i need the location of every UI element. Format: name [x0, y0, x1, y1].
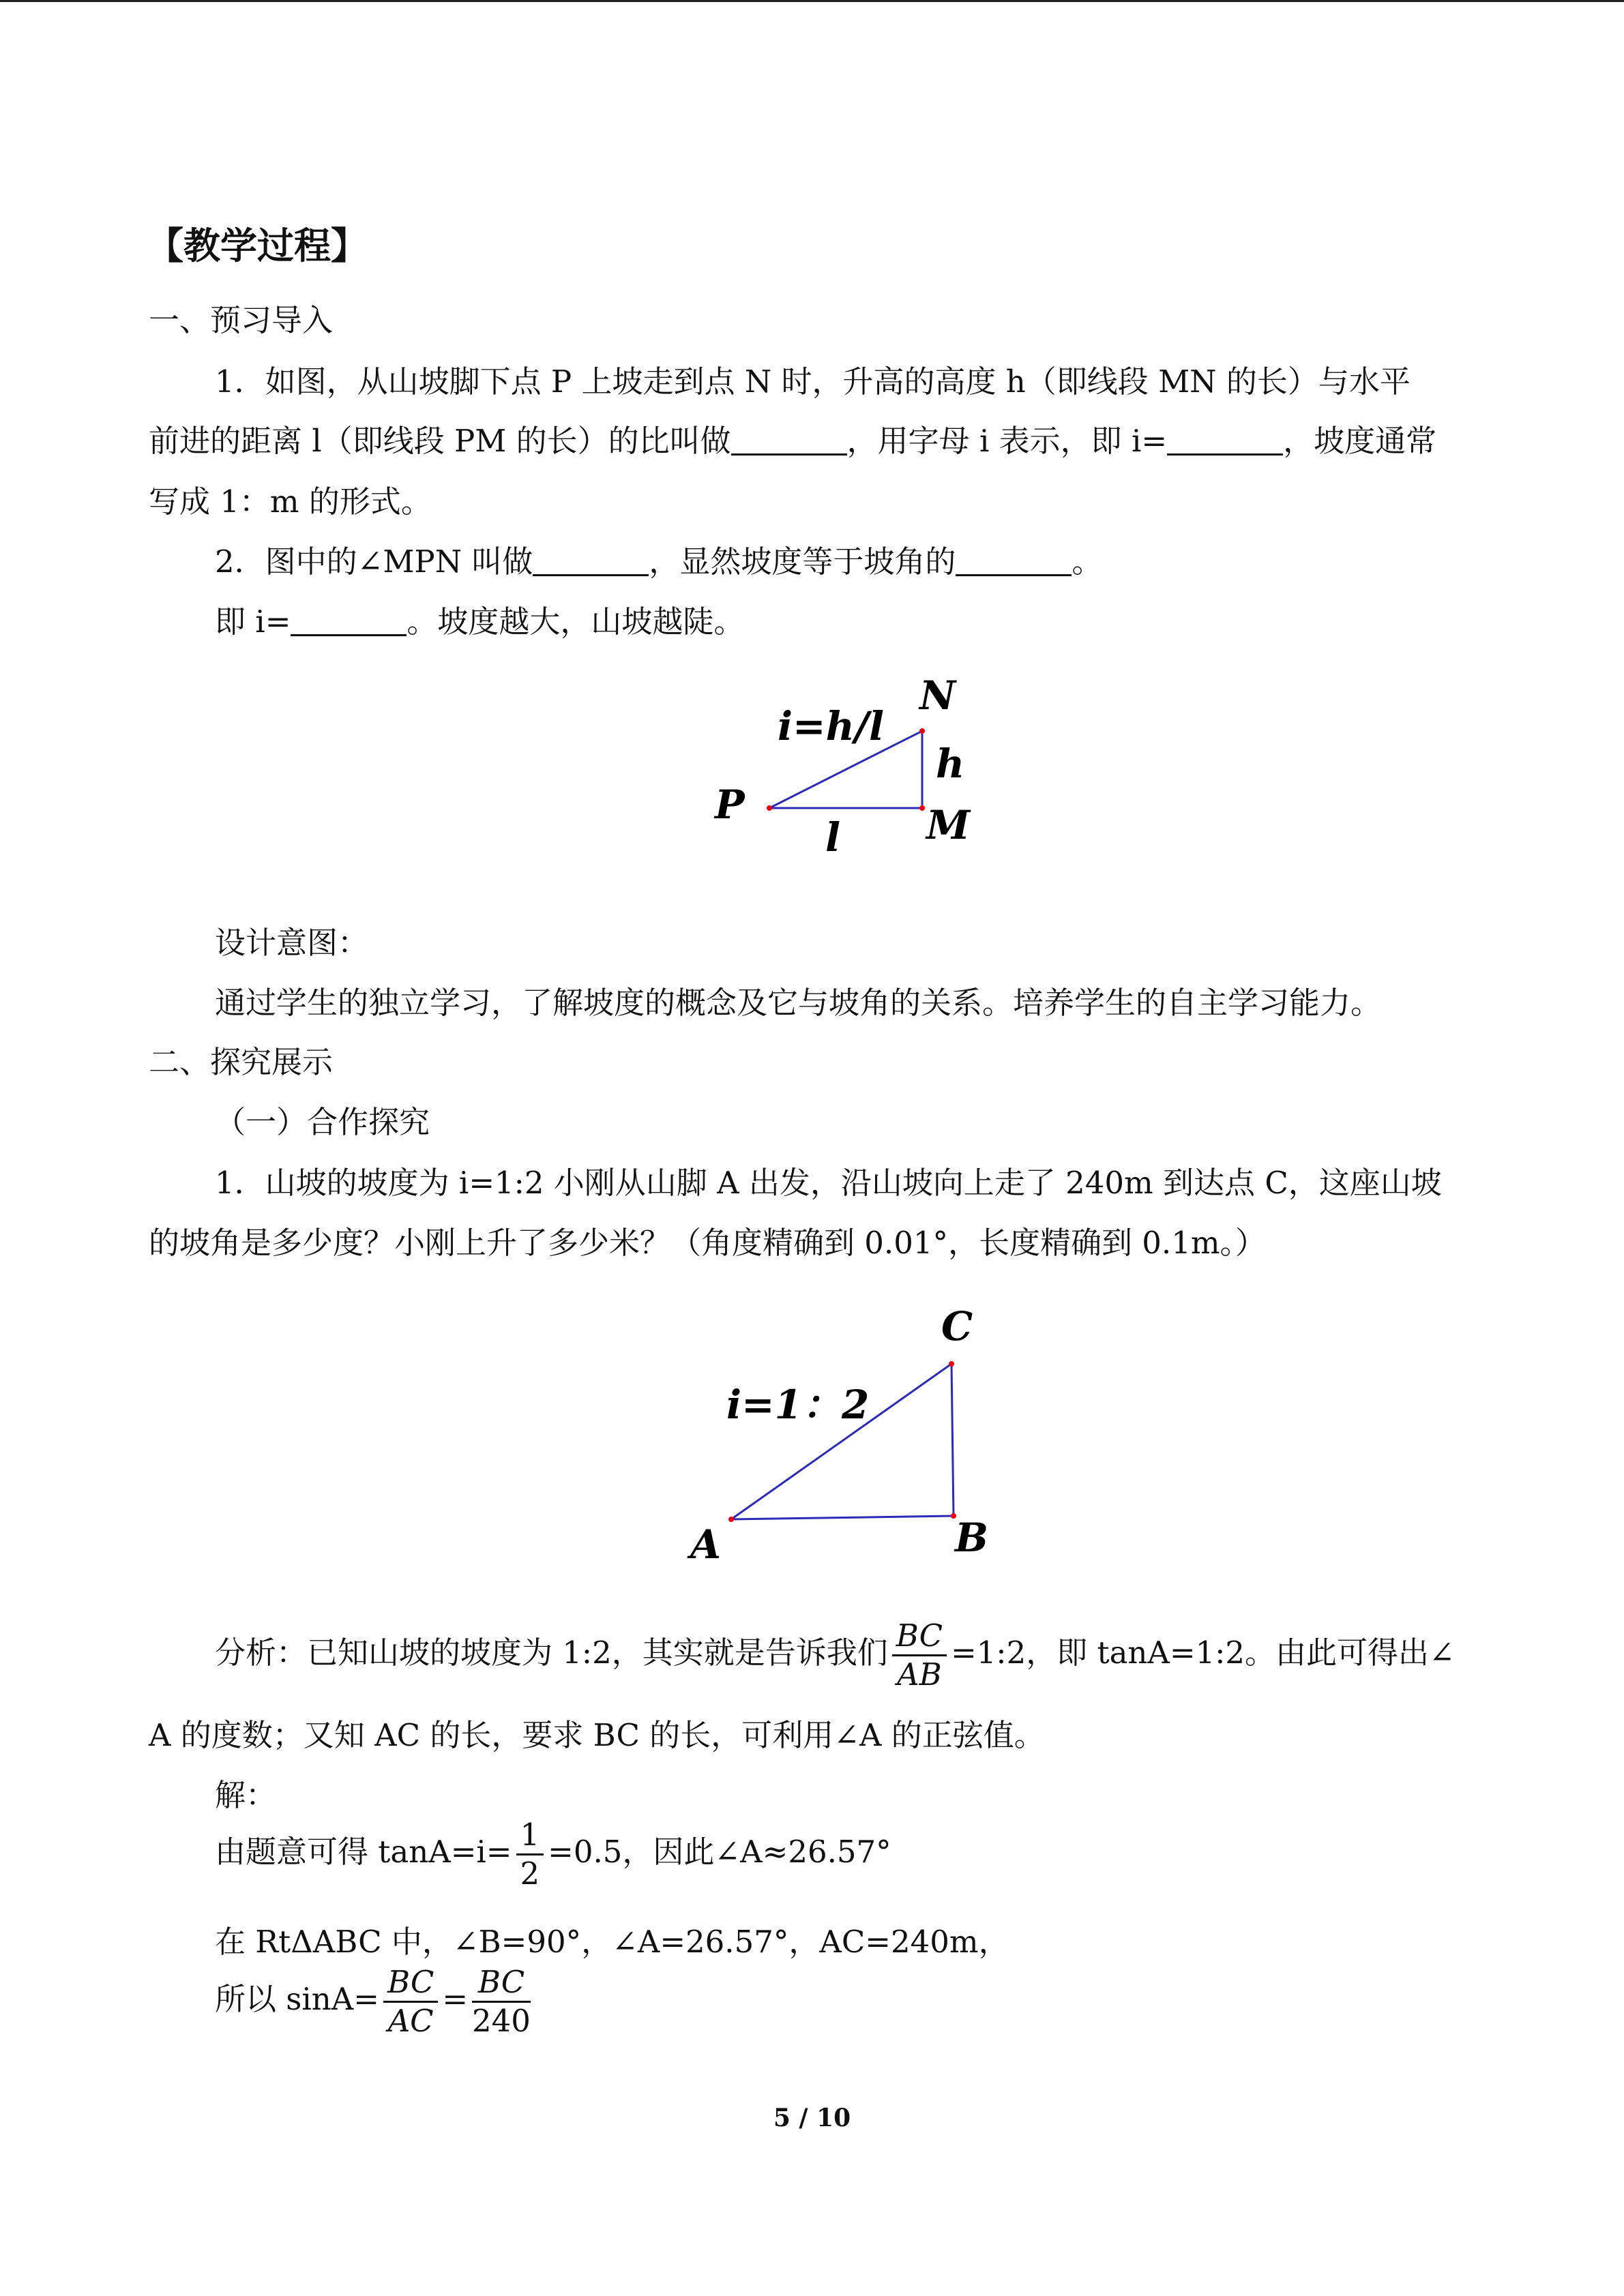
blank-5[interactable] — [291, 604, 407, 636]
heading-explore: 二、探究展示 — [149, 1044, 334, 1080]
blank-3[interactable] — [533, 544, 649, 576]
subheading-cooperative: （一）合作探究 — [215, 1104, 430, 1140]
point-c — [949, 1361, 954, 1367]
fraction-bc-ab: $\frac{BC}{AB}$ — [892, 1617, 947, 1693]
solution-label: 解： — [215, 1777, 277, 1813]
solution-line-1: 由题意可得 tanA=i= $\frac{1}{2}$ =0.5，因此∠A≈26.57° — [215, 1817, 891, 1892]
analysis-line-1: 分析：已知山坡的坡度为 1:2，其实就是告诉我们 $\frac{BC}{AB}$ =1:2，即 tanA=1:2。由此可得出∠ — [215, 1617, 1455, 1693]
analysis-line-2: A 的度数；又知 AC 的长，要求 BC 的长，可利用∠A 的正弦值。 — [149, 1717, 1045, 1753]
label-a: A — [690, 1521, 722, 1568]
question-1-line-1: 1．山坡的坡度为 i=1:2 小刚从山脚 A 出发，沿山坡向上走了 240m 到达点 C，这座山坡 — [215, 1165, 1442, 1201]
fraction-bc-240: $\frac{BC}{240}$ — [472, 1964, 531, 2039]
slope-figure-2 — [682, 1292, 1037, 1572]
page-number: 5 / 10 — [773, 2104, 851, 2132]
solution-line-2: 在 RtΔABC 中，∠B=90°，∠A=26.57°，AC=240m， — [215, 1924, 1009, 1960]
formula-label: i=h/l — [778, 703, 885, 749]
blank-2[interactable] — [1167, 423, 1283, 456]
label-n: N — [919, 672, 956, 719]
paragraph-3: 即 i= 。坡度越大，山坡越陡。 — [215, 603, 745, 640]
point-n — [919, 728, 925, 734]
paragraph-1-line-2: 前进的距离 l（即线段 PM 的长）的比叫做 ，用字母 i 表示，即 i= ，坡度通常 — [149, 423, 1437, 459]
formula-label-2: i=1：2 — [726, 1382, 870, 1428]
label-c: C — [941, 1303, 973, 1350]
question-1-line-2: 的坡角是多少度？小刚上升了多少米？（角度精确到 0.01°，长度精确到 0.1m。） — [149, 1225, 1267, 1261]
paragraph-2: 2．图中的∠MPN 叫做 ，显然坡度等于坡角的 。 — [215, 543, 1103, 580]
design-label: 设计意图： — [215, 925, 369, 961]
label-m: M — [926, 802, 971, 848]
heading-preview: 一、预习导入 — [149, 302, 334, 338]
point-m — [919, 805, 925, 811]
label-b: B — [955, 1515, 989, 1561]
solution-line-3: 所以 sinA= $\frac{BC}{AC}$ = $\frac{BC}{240}$ — [215, 1964, 531, 2039]
fraction-bc-ac: $\frac{BC}{AC}$ — [383, 1964, 438, 2040]
design-text: 通过学生的独立学习，了解坡度的概念及它与坡角的关系。培养学生的自主学习能力。 — [215, 985, 1382, 1021]
point-a — [728, 1517, 734, 1522]
paragraph-1-line-1: 1．如图，从山坡脚下点 P 上坡走到点 N 时，升高的高度 h（即线段 MN 的长）与水平 — [215, 363, 1411, 400]
slope-figure-1 — [696, 668, 1037, 873]
section-title: 【教学过程】 — [147, 224, 368, 267]
point-p — [767, 805, 772, 811]
blank-4[interactable] — [956, 544, 1072, 576]
blank-1[interactable] — [731, 423, 847, 456]
label-h: h — [936, 741, 965, 787]
paragraph-1-line-3: 写成 1：m 的形式。 — [149, 483, 432, 520]
label-l: l — [825, 814, 841, 861]
label-p: P — [715, 781, 745, 828]
fraction-1-2: $\frac{1}{2}$ — [516, 1817, 544, 1892]
